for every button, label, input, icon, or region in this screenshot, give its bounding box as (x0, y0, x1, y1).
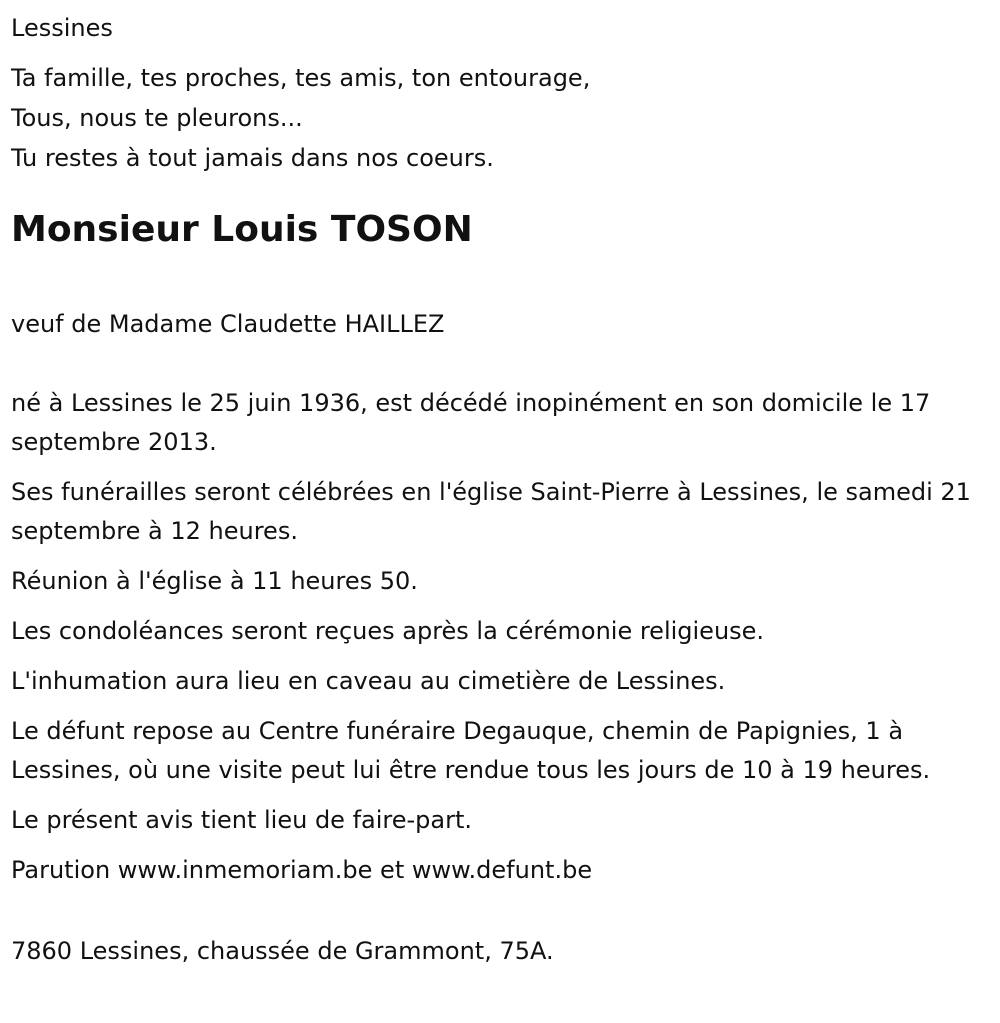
spacer (11, 344, 1000, 384)
deceased-name: Monsieur Louis TOSON (11, 209, 473, 250)
condolences-paragraph: Les condoléances seront reçues après la cérémonie religieuse. (11, 617, 765, 645)
spouse-line: veuf de Madame Claudette HAILLEZ (11, 310, 445, 338)
poem-line: Tu restes à tout jamais dans nos coeurs. (11, 144, 494, 172)
notice-paragraph: Le présent avis tient lieu de faire-part. (11, 806, 473, 834)
location-header: Lessines (11, 14, 113, 42)
meeting-paragraph: Réunion à l'église à 11 heures 50. (11, 567, 418, 595)
obituary-body (11, 384, 1000, 890)
visitation-paragraph: Le défunt repose au Centre funéraire Degauque, chemin de Papignies, 1 à Lessines, où une visite peut lui être rendue tous les jours de 10 à 19 heures. (11, 717, 931, 784)
burial-paragraph: L'inhumation aura lieu en caveau au cimetière de Lessines. (11, 667, 726, 695)
spacer (11, 254, 1000, 304)
poem-line: Tous, nous te pleurons... (11, 104, 303, 132)
address-footer: 7860 Lessines, chaussée de Grammont, 75A. (11, 937, 554, 965)
poem (11, 58, 1000, 178)
poem-line: Ta famille, tes proches, tes amis, ton entourage, (11, 64, 591, 92)
funeral-paragraph: Ses funérailles seront célébrées en l'église Saint-Pierre à Lessines, le samedi 21 septembre à 12 heures. (11, 478, 971, 545)
birth-death-paragraph: né à Lessines le 25 juin 1936, est décédé inopinément en son domicile le 17 septembre 2013. (11, 389, 931, 456)
spacer (11, 901, 1000, 931)
publication-paragraph: Parution www.inmemoriam.be et www.defunt.be (11, 856, 593, 884)
